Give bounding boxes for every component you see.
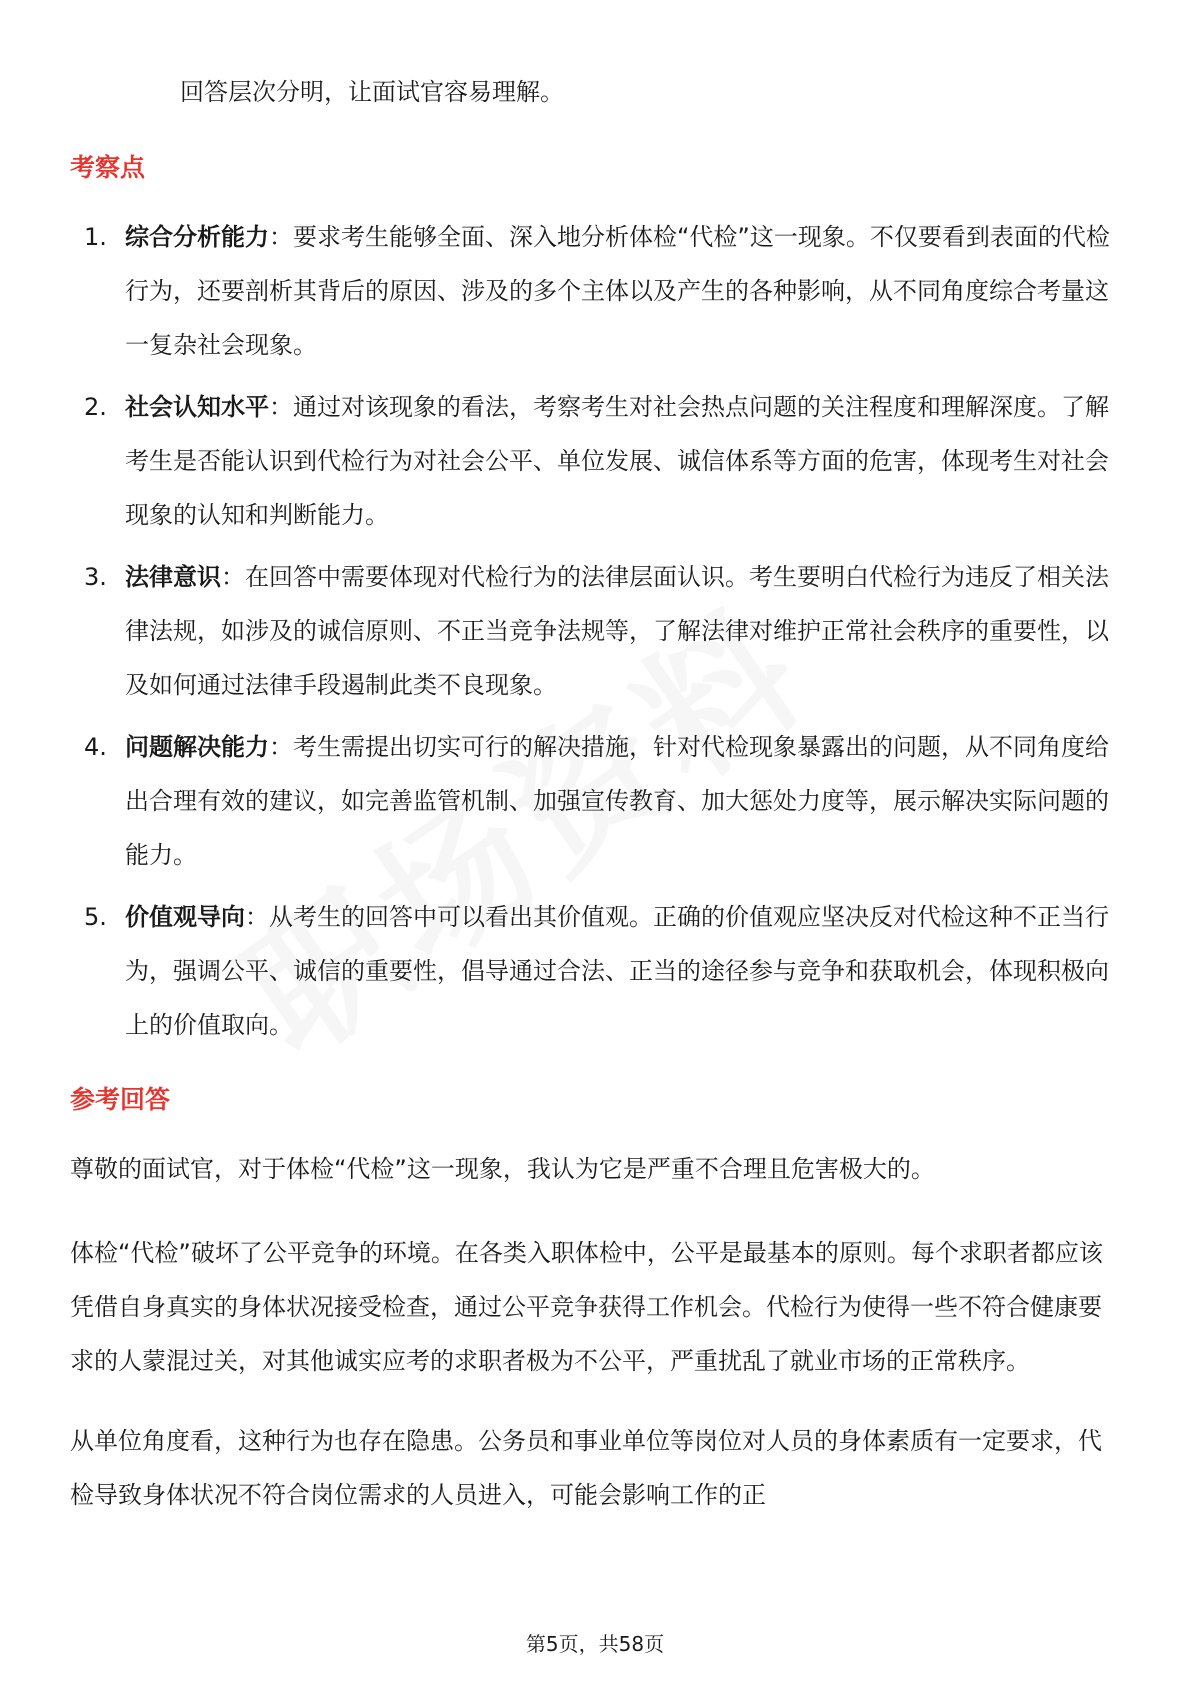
answer-paragraph: 从单位角度看，这种行为也存在隐患。公务员和事业单位等岗位对人员的身体素质有一定要求，代检导致身体状况不符合岗位需求的人员进入，可能会影响工作的正 bbox=[70, 1427, 1102, 1509]
list-item-text: ：通过对该现象的看法，考察考生对社会热点问题的关注程度和理解深度。了解考生是否能认识到代检行为对社会公平、单位发展、诚信体系等方面的危害，体现考生对社会现象的认知和判断能力。 bbox=[125, 393, 1109, 529]
list-item bbox=[70, 210, 1120, 372]
page-number: 第5页，共58页 bbox=[525, 1632, 665, 1656]
list-item-text: ：考生需提出切实可行的解决措施，针对代检现象暴露出的问题，从不同角度给出合理有效的建议，如完善监管机制、加强宣传教育、加大惩处力度等，展示解决实际问题的能力。 bbox=[125, 733, 1109, 869]
answer-paragraph: 体检“代检”破坏了公平竞争的环境。在各类入职体检中，公平是最基本的原则。每个求职者都应该凭借自身真实的身体状况接受检查，通过公平竞争获得工作机会。代检行为使得一些不符合健康要求的人蒙混过关，对其他诚实应考的求职者极为不公平，严重扰乱了就业市场的正常秩序。 bbox=[70, 1239, 1103, 1375]
section-heading-points: 考察点 bbox=[70, 153, 146, 182]
section-heading-reference-answer: 参考回答 bbox=[70, 1085, 171, 1114]
list-item-title: 价值观导向 bbox=[125, 903, 245, 931]
list-item-title: 问题解决能力 bbox=[125, 733, 269, 761]
intro-line: 回答层次分明，让面试官容易理解。 bbox=[180, 78, 564, 106]
list-item bbox=[70, 720, 1120, 882]
list-item-number: 1. bbox=[84, 223, 107, 251]
list-item bbox=[70, 550, 1120, 712]
list-item bbox=[70, 380, 1120, 542]
list-item-title: 综合分析能力 bbox=[125, 223, 269, 251]
answer-paragraph: 尊敬的面试官，对于体检“代检”这一现象，我认为它是严重不合理且危害极大的。 bbox=[70, 1155, 935, 1183]
list-item-title: 法律意识 bbox=[125, 563, 221, 591]
content bbox=[70, 64, 1120, 1548]
list-item-title: 社会认知水平 bbox=[125, 393, 269, 421]
list-item-text: ：要求考生能够全面、深入地分析体检“代检”这一现象。不仅要看到表面的代检行为，还要剖析其背后的原因、涉及的多个主体以及产生的各种影响，从不同角度综合考量这一复杂社会现象。 bbox=[125, 223, 1110, 359]
list-item-number: 5. bbox=[84, 903, 107, 931]
list-item bbox=[70, 890, 1120, 1052]
list-item-text: ：在回答中需要体现对代检行为的法律层面认识。考生要明白代检行为违反了相关法律法规，如涉及的诚信原则、不正当竞争法规等，了解法律对维护正常社会秩序的重要性，以及如何通过法律手段遏制此类不良现象。 bbox=[125, 563, 1109, 699]
list-item-number: 3. bbox=[84, 563, 107, 591]
list-item-number: 2. bbox=[84, 393, 107, 421]
points-list bbox=[70, 210, 1120, 1052]
list-item-number: 4. bbox=[84, 733, 107, 761]
list-item-text: ：从考生的回答中可以看出其价值观。正确的价值观应坚决反对代检这种不正当行为，强调公平、诚信的重要性，倡导通过合法、正当的途径参与竞争和获取机会，体现积极向上的价值取向。 bbox=[125, 903, 1109, 1039]
